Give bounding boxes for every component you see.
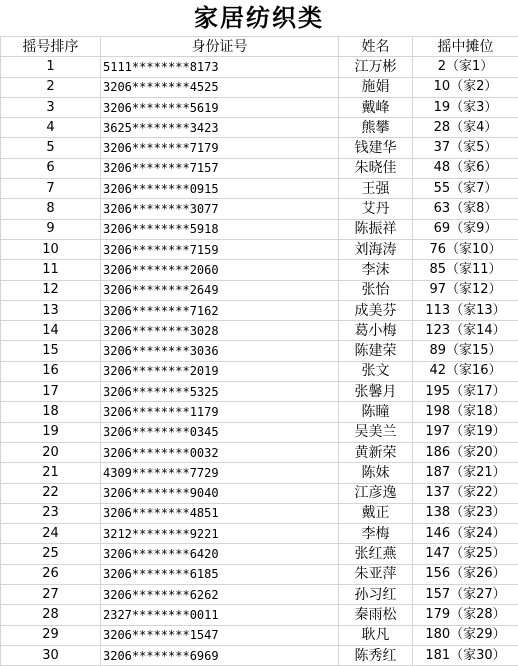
cell-stall[interactable]: 37（家5） bbox=[413, 138, 518, 158]
cell-name[interactable]: 陈振祥 bbox=[339, 219, 413, 239]
table-row bbox=[1, 503, 518, 523]
table-row bbox=[1, 138, 518, 158]
table-row bbox=[1, 463, 518, 483]
cell-stall[interactable]: 63（家8） bbox=[413, 199, 518, 219]
header-id: 身份证号 bbox=[101, 37, 339, 57]
cell-id-number[interactable]: 3206********4525 bbox=[101, 77, 339, 97]
cell-id-number[interactable]: 3206********0032 bbox=[101, 442, 339, 462]
cell-seq[interactable]: 19 bbox=[1, 422, 101, 442]
cell-name[interactable]: 张红燕 bbox=[339, 544, 413, 564]
cell-id-number[interactable]: 3206********5325 bbox=[101, 382, 339, 402]
cell-name[interactable]: 黄新荣 bbox=[339, 442, 413, 462]
cell-name[interactable]: 张文 bbox=[339, 361, 413, 381]
cell-stall[interactable]: 187（家21） bbox=[413, 463, 518, 483]
cell-id-number[interactable]: 3206********6262 bbox=[101, 585, 339, 605]
cell-id-number[interactable]: 3206********9040 bbox=[101, 483, 339, 503]
cell-id-number[interactable]: 3206********7179 bbox=[101, 138, 339, 158]
cell-seq[interactable]: 22 bbox=[1, 483, 101, 503]
cell-seq[interactable]: 27 bbox=[1, 585, 101, 605]
cell-name[interactable]: 李梅 bbox=[339, 524, 413, 544]
cell-seq[interactable]: 1 bbox=[1, 57, 101, 77]
results-table bbox=[0, 36, 518, 666]
cell-id-number[interactable]: 3206********3036 bbox=[101, 341, 339, 361]
cell-name[interactable]: 耿凡 bbox=[339, 625, 413, 645]
cell-stall[interactable]: 157（家27） bbox=[413, 585, 518, 605]
cell-stall[interactable]: 19（家3） bbox=[413, 97, 518, 117]
cell-seq[interactable]: 29 bbox=[1, 625, 101, 645]
table-row bbox=[1, 321, 518, 341]
cell-name[interactable]: 张馨月 bbox=[339, 382, 413, 402]
cell-id-number[interactable]: 3206********3077 bbox=[101, 199, 339, 219]
cell-id-number[interactable]: 3625********3423 bbox=[101, 118, 339, 138]
table-row bbox=[1, 524, 518, 544]
cell-stall[interactable]: 48（家6） bbox=[413, 158, 518, 178]
cell-id-number[interactable]: 3206********2060 bbox=[101, 260, 339, 280]
cell-stall[interactable]: 146（家24） bbox=[413, 524, 518, 544]
cell-stall[interactable]: 180（家29） bbox=[413, 625, 518, 645]
table-row bbox=[1, 77, 518, 97]
cell-name[interactable]: 熊攀 bbox=[339, 118, 413, 138]
cell-seq[interactable]: 24 bbox=[1, 524, 101, 544]
cell-seq[interactable]: 9 bbox=[1, 219, 101, 239]
table-row bbox=[1, 402, 518, 422]
table-row bbox=[1, 645, 518, 665]
cell-id-number[interactable]: 3206********0915 bbox=[101, 179, 339, 199]
table-row bbox=[1, 199, 518, 219]
cell-name[interactable]: 江彦逸 bbox=[339, 483, 413, 503]
table-row bbox=[1, 239, 518, 259]
cell-id-number[interactable]: 3206********7159 bbox=[101, 239, 339, 259]
title-row bbox=[0, 0, 518, 37]
table-row bbox=[1, 361, 518, 381]
cell-stall[interactable]: 147（家25） bbox=[413, 544, 518, 564]
cell-id-number[interactable]: 3206********3028 bbox=[101, 321, 339, 341]
table-row bbox=[1, 605, 518, 625]
table-row bbox=[1, 179, 518, 199]
cell-id-number[interactable]: 3206********6185 bbox=[101, 564, 339, 584]
cell-name[interactable]: 钱建华 bbox=[339, 138, 413, 158]
cell-id-number[interactable]: 5111********8173 bbox=[101, 57, 339, 77]
cell-name[interactable]: 陈妹 bbox=[339, 463, 413, 483]
cell-stall[interactable]: 123（家14） bbox=[413, 321, 518, 341]
cell-id-number[interactable]: 3206********0345 bbox=[101, 422, 339, 442]
table-row bbox=[1, 260, 518, 280]
cell-name[interactable]: 戴峰 bbox=[339, 97, 413, 117]
cell-stall[interactable]: 10（家2） bbox=[413, 77, 518, 97]
cell-name[interactable]: 陈建荣 bbox=[339, 341, 413, 361]
cell-name[interactable]: 王强 bbox=[339, 179, 413, 199]
cell-stall[interactable]: 69（家9） bbox=[413, 219, 518, 239]
table-row bbox=[1, 382, 518, 402]
cell-seq[interactable]: 12 bbox=[1, 280, 101, 300]
table-row bbox=[1, 280, 518, 300]
table-row bbox=[1, 544, 518, 564]
cell-seq[interactable]: 2 bbox=[1, 77, 101, 97]
cell-name[interactable]: 朱亚萍 bbox=[339, 564, 413, 584]
cell-id-number[interactable]: 3206********1547 bbox=[101, 625, 339, 645]
cell-name[interactable]: 朱晓佳 bbox=[339, 158, 413, 178]
cell-seq[interactable]: 5 bbox=[1, 138, 101, 158]
cell-seq[interactable]: 23 bbox=[1, 503, 101, 523]
cell-stall[interactable]: 97（家12） bbox=[413, 280, 518, 300]
cell-stall[interactable]: 137（家22） bbox=[413, 483, 518, 503]
cell-seq[interactable]: 13 bbox=[1, 300, 101, 320]
cell-seq[interactable]: 16 bbox=[1, 361, 101, 381]
cell-stall[interactable]: 85（家11） bbox=[413, 260, 518, 280]
table-row bbox=[1, 585, 518, 605]
cell-stall[interactable]: 113（家13） bbox=[413, 300, 518, 320]
cell-id-number[interactable]: 3206********6420 bbox=[101, 544, 339, 564]
cell-seq[interactable]: 17 bbox=[1, 382, 101, 402]
cell-name[interactable]: 葛小梅 bbox=[339, 321, 413, 341]
cell-seq[interactable]: 10 bbox=[1, 239, 101, 259]
cell-name[interactable]: 孙习红 bbox=[339, 585, 413, 605]
cell-stall[interactable]: 55（家7） bbox=[413, 179, 518, 199]
cell-stall[interactable]: 156（家26） bbox=[413, 564, 518, 584]
cell-id-number[interactable]: 4309********7729 bbox=[101, 463, 339, 483]
cell-stall[interactable]: 89（家15） bbox=[413, 341, 518, 361]
cell-name[interactable]: 成美芬 bbox=[339, 300, 413, 320]
cell-name[interactable]: 吴美兰 bbox=[339, 422, 413, 442]
sheet-title: 家居纺织类 bbox=[0, 3, 518, 33]
cell-stall[interactable]: 2（家1） bbox=[413, 57, 518, 77]
table-row bbox=[1, 219, 518, 239]
cell-name[interactable]: 陈秀红 bbox=[339, 645, 413, 665]
cell-stall[interactable]: 138（家23） bbox=[413, 503, 518, 523]
cell-seq[interactable]: 11 bbox=[1, 260, 101, 280]
table-row bbox=[1, 97, 518, 117]
cell-id-number[interactable]: 3206********2019 bbox=[101, 361, 339, 381]
table-row bbox=[1, 158, 518, 178]
cell-stall[interactable]: 186（家20） bbox=[413, 442, 518, 462]
cell-seq[interactable]: 4 bbox=[1, 118, 101, 138]
cell-seq[interactable]: 7 bbox=[1, 179, 101, 199]
cell-seq[interactable]: 3 bbox=[1, 97, 101, 117]
cell-seq[interactable]: 15 bbox=[1, 341, 101, 361]
cell-stall[interactable]: 42（家16） bbox=[413, 361, 518, 381]
cell-name[interactable]: 江万彬 bbox=[339, 57, 413, 77]
table-row bbox=[1, 57, 518, 77]
cell-name[interactable]: 艾丹 bbox=[339, 199, 413, 219]
cell-seq[interactable]: 28 bbox=[1, 605, 101, 625]
cell-id-number[interactable]: 3206********1179 bbox=[101, 402, 339, 422]
cell-seq[interactable]: 18 bbox=[1, 402, 101, 422]
cell-name[interactable]: 陈瞳 bbox=[339, 402, 413, 422]
header-row bbox=[1, 37, 518, 57]
cell-name[interactable]: 刘海涛 bbox=[339, 239, 413, 259]
cell-id-number[interactable]: 3206********4851 bbox=[101, 503, 339, 523]
cell-id-number[interactable]: 3206********5918 bbox=[101, 219, 339, 239]
cell-id-number[interactable]: 3206********7162 bbox=[101, 300, 339, 320]
table-body bbox=[1, 57, 518, 666]
cell-stall[interactable]: 76（家10） bbox=[413, 239, 518, 259]
table-row bbox=[1, 422, 518, 442]
cell-name[interactable]: 施娟 bbox=[339, 77, 413, 97]
cell-seq[interactable]: 8 bbox=[1, 199, 101, 219]
cell-stall[interactable]: 195（家17） bbox=[413, 382, 518, 402]
table-row bbox=[1, 442, 518, 462]
table-row bbox=[1, 625, 518, 645]
table-row bbox=[1, 300, 518, 320]
cell-id-number[interactable]: 3206********6969 bbox=[101, 645, 339, 665]
table-row bbox=[1, 564, 518, 584]
cell-stall[interactable]: 197（家19） bbox=[413, 422, 518, 442]
cell-seq[interactable]: 20 bbox=[1, 442, 101, 462]
cell-seq[interactable]: 26 bbox=[1, 564, 101, 584]
table-row bbox=[1, 341, 518, 361]
cell-seq[interactable]: 14 bbox=[1, 321, 101, 341]
cell-id-number[interactable]: 3206********7157 bbox=[101, 158, 339, 178]
cell-stall[interactable]: 28（家4） bbox=[413, 118, 518, 138]
header-stall: 摇中摊位 bbox=[413, 37, 518, 57]
cell-id-number[interactable]: 3206********5619 bbox=[101, 97, 339, 117]
cell-seq[interactable]: 6 bbox=[1, 158, 101, 178]
cell-seq[interactable]: 25 bbox=[1, 544, 101, 564]
cell-id-number[interactable]: 3212********9221 bbox=[101, 524, 339, 544]
cell-name[interactable]: 李沫 bbox=[339, 260, 413, 280]
header-seq: 摇号排序 bbox=[1, 37, 101, 57]
table-row bbox=[1, 483, 518, 503]
cell-id-number[interactable]: 2327********0011 bbox=[101, 605, 339, 625]
cell-stall[interactable]: 181（家30） bbox=[413, 645, 518, 665]
cell-name[interactable]: 张怡 bbox=[339, 280, 413, 300]
cell-name[interactable]: 戴正 bbox=[339, 503, 413, 523]
cell-seq[interactable]: 21 bbox=[1, 463, 101, 483]
table-row bbox=[1, 118, 518, 138]
cell-stall[interactable]: 198（家18） bbox=[413, 402, 518, 422]
cell-seq[interactable]: 30 bbox=[1, 645, 101, 665]
cell-id-number[interactable]: 3206********2649 bbox=[101, 280, 339, 300]
header-name: 姓名 bbox=[339, 37, 413, 57]
cell-stall[interactable]: 179（家28） bbox=[413, 605, 518, 625]
cell-name[interactable]: 秦雨松 bbox=[339, 605, 413, 625]
